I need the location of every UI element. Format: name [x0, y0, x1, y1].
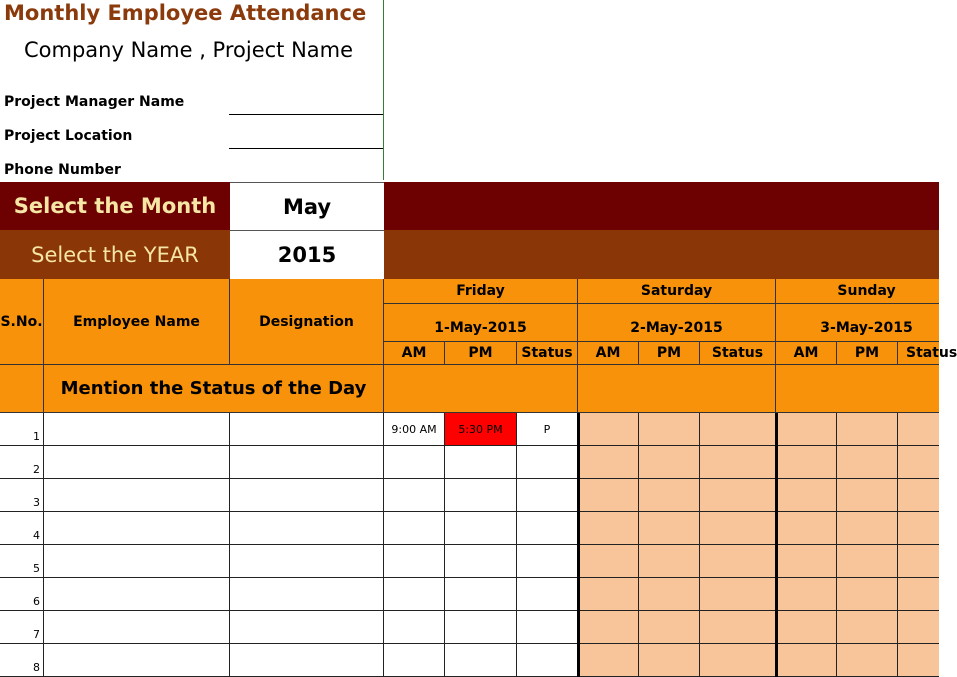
table-cell[interactable] [0, 644, 44, 677]
table-cell[interactable] [384, 479, 445, 512]
table-cell[interactable] [230, 479, 384, 512]
table-cell[interactable] [898, 512, 939, 545]
table-cell[interactable] [0, 545, 44, 578]
table-cell[interactable] [639, 446, 700, 479]
table-cell[interactable] [445, 578, 517, 611]
table-cell[interactable] [898, 578, 939, 611]
project-location-label: Project Location [4, 128, 133, 144]
table-cell[interactable] [578, 611, 639, 644]
status-label: Status [711, 345, 764, 361]
table-cell[interactable] [578, 578, 639, 611]
row-number: 4 [33, 529, 40, 542]
col-header-sno [0, 279, 44, 365]
sub-header-pm [639, 342, 700, 365]
row-number: 5 [33, 562, 40, 575]
table-cell[interactable] [384, 413, 445, 446]
company-project-name: Company Name , Project Name [24, 38, 354, 62]
table-cell[interactable] [578, 413, 639, 446]
table-cell[interactable] [837, 644, 898, 677]
table-cell[interactable] [639, 512, 700, 545]
table-cell[interactable] [837, 611, 898, 644]
employee-name-label: Employee Name [73, 313, 200, 330]
status-row-sno-cell [0, 365, 44, 413]
table-cell[interactable] [445, 545, 517, 578]
table-cell[interactable] [700, 479, 776, 512]
table-cell[interactable] [776, 611, 837, 644]
sub-header-am [578, 342, 639, 365]
table-cell[interactable] [700, 512, 776, 545]
table-cell[interactable] [384, 512, 445, 545]
table-cell[interactable] [578, 479, 639, 512]
col-header-employee-name [44, 279, 230, 365]
table-cell[interactable] [776, 446, 837, 479]
table-cell[interactable] [776, 413, 837, 446]
table-cell[interactable] [517, 545, 578, 578]
table-cell[interactable] [517, 611, 578, 644]
date-label: 2-May-2015 [630, 319, 723, 336]
row-number: 1 [33, 430, 40, 443]
table-cell[interactable] [384, 611, 445, 644]
day-header-sunday [776, 279, 939, 304]
table-cell[interactable] [898, 479, 939, 512]
table-cell[interactable] [517, 413, 578, 446]
table-cell[interactable] [700, 545, 776, 578]
table-cell[interactable] [517, 578, 578, 611]
year-label: Select the YEAR [31, 242, 199, 267]
table-cell[interactable] [44, 413, 230, 446]
table-cell[interactable] [44, 512, 230, 545]
sub-header-pm [445, 342, 517, 365]
year-label-cell [0, 230, 230, 279]
table-cell[interactable] [445, 446, 517, 479]
table-cell[interactable] [837, 545, 898, 578]
row-number: 2 [33, 463, 40, 476]
table-cell[interactable] [639, 578, 700, 611]
table-cell[interactable] [837, 479, 898, 512]
day-header-saturday [578, 279, 776, 304]
table-cell[interactable] [517, 446, 578, 479]
table-cell[interactable] [578, 512, 639, 545]
cell-value-status: P [543, 422, 551, 436]
sub-header-status [517, 342, 578, 365]
table-cell[interactable] [837, 512, 898, 545]
table-cell[interactable] [384, 545, 445, 578]
table-cell[interactable] [700, 611, 776, 644]
table-cell[interactable] [384, 578, 445, 611]
phone-number-label: Phone Number [4, 162, 121, 178]
table-cell[interactable] [639, 479, 700, 512]
table-cell[interactable] [776, 644, 837, 677]
table-cell[interactable] [445, 413, 517, 446]
sub-header-status [898, 342, 957, 365]
sub-header-pm [837, 342, 898, 365]
date-header-friday [384, 304, 578, 342]
project-manager-field[interactable] [229, 114, 383, 115]
table-cell[interactable] [445, 611, 517, 644]
year-select[interactable] [230, 230, 384, 279]
table-cell[interactable] [898, 413, 939, 446]
pm-label: PM [468, 345, 493, 361]
table-cell[interactable] [0, 611, 44, 644]
weekend-separator [775, 413, 778, 677]
table-cell[interactable] [44, 611, 230, 644]
table-cell[interactable] [445, 512, 517, 545]
month-bar [384, 182, 939, 230]
table-cell[interactable] [44, 446, 230, 479]
table-cell[interactable] [898, 611, 939, 644]
table-cell[interactable] [230, 578, 384, 611]
table-cell[interactable] [384, 446, 445, 479]
table-cell[interactable] [776, 512, 837, 545]
table-cell[interactable] [230, 512, 384, 545]
table-cell[interactable] [578, 446, 639, 479]
table-cell[interactable] [517, 479, 578, 512]
table-cell[interactable] [0, 512, 44, 545]
month-value: May [282, 194, 332, 219]
weekday-label: Saturday [640, 283, 713, 299]
table-cell[interactable] [230, 413, 384, 446]
project-location-field[interactable] [229, 148, 383, 149]
table-cell[interactable] [517, 644, 578, 677]
sheet-title: Monthly Employee Attendance [4, 1, 367, 25]
status-label: Status [906, 345, 957, 361]
table-cell[interactable] [639, 644, 700, 677]
status-prompt-cell [44, 365, 384, 413]
table-cell[interactable] [445, 644, 517, 677]
designation-label: Designation [259, 313, 354, 330]
table-cell[interactable] [898, 446, 939, 479]
month-select[interactable] [230, 182, 384, 230]
month-label: Select the Month [13, 194, 217, 218]
column-divider [383, 0, 384, 180]
year-bar [384, 230, 939, 279]
table-cell[interactable] [517, 512, 578, 545]
month-label-cell [0, 182, 230, 230]
sub-header-am [776, 342, 837, 365]
row-number: 6 [33, 595, 40, 608]
table-cell[interactable] [0, 479, 44, 512]
table-cell[interactable] [0, 413, 44, 446]
day-header-friday [384, 279, 578, 304]
weekend-separator [577, 413, 580, 677]
table-cell[interactable] [44, 578, 230, 611]
sub-header-am [384, 342, 445, 365]
table-cell[interactable] [837, 446, 898, 479]
pm-label: PM [656, 345, 682, 361]
weekday-label: Friday [456, 283, 505, 299]
table-cell[interactable] [445, 479, 517, 512]
table-cell[interactable] [384, 644, 445, 677]
row-number: 3 [33, 496, 40, 509]
table-cell[interactable] [776, 578, 837, 611]
cell-value-pm: 5:30 PM [458, 422, 503, 436]
table-cell[interactable] [700, 644, 776, 677]
row-number: 7 [33, 628, 40, 641]
date-header-sunday [776, 304, 939, 342]
table-cell[interactable] [230, 611, 384, 644]
sno-label: S.No. [0, 313, 43, 330]
table-cell[interactable] [837, 413, 898, 446]
table-cell[interactable] [898, 644, 939, 677]
cell-value-am: 9:00 AM [391, 422, 437, 436]
table-cell[interactable] [44, 545, 230, 578]
table-cell[interactable] [639, 545, 700, 578]
date-label: 3-May-2015 [820, 319, 913, 336]
project-manager-label: Project Manager Name [4, 94, 185, 110]
table-cell[interactable] [837, 578, 898, 611]
year-value: 2015 [277, 243, 337, 267]
table-cell[interactable] [230, 446, 384, 479]
table-cell[interactable] [44, 644, 230, 677]
status-row-sunday [776, 365, 939, 413]
col-header-designation [230, 279, 384, 365]
status-row-saturday [578, 365, 776, 413]
weekday-label: Sunday [837, 283, 896, 299]
table-cell[interactable] [639, 413, 700, 446]
status-row-friday [384, 365, 578, 413]
status-label: Status [521, 345, 573, 361]
table-cell[interactable] [700, 413, 776, 446]
row-number: 8 [33, 661, 40, 674]
table-cell[interactable] [230, 644, 384, 677]
am-label: AM [401, 345, 427, 361]
table-cell[interactable] [700, 446, 776, 479]
table-cell[interactable] [578, 644, 639, 677]
table-cell[interactable] [639, 611, 700, 644]
table-cell[interactable] [0, 578, 44, 611]
table-cell[interactable] [898, 545, 939, 578]
status-prompt: Mention the Status of the Day [60, 378, 367, 399]
table-cell[interactable] [700, 578, 776, 611]
table-cell[interactable] [776, 479, 837, 512]
pm-label: PM [854, 345, 880, 361]
date-header-saturday [578, 304, 776, 342]
table-cell[interactable] [578, 545, 639, 578]
table-cell[interactable] [44, 479, 230, 512]
am-label: AM [793, 345, 819, 361]
am-label: AM [595, 345, 621, 361]
sub-header-status [700, 342, 776, 365]
table-cell[interactable] [776, 545, 837, 578]
table-cell[interactable] [230, 545, 384, 578]
table-cell[interactable] [0, 446, 44, 479]
date-label: 1-May-2015 [434, 319, 527, 336]
